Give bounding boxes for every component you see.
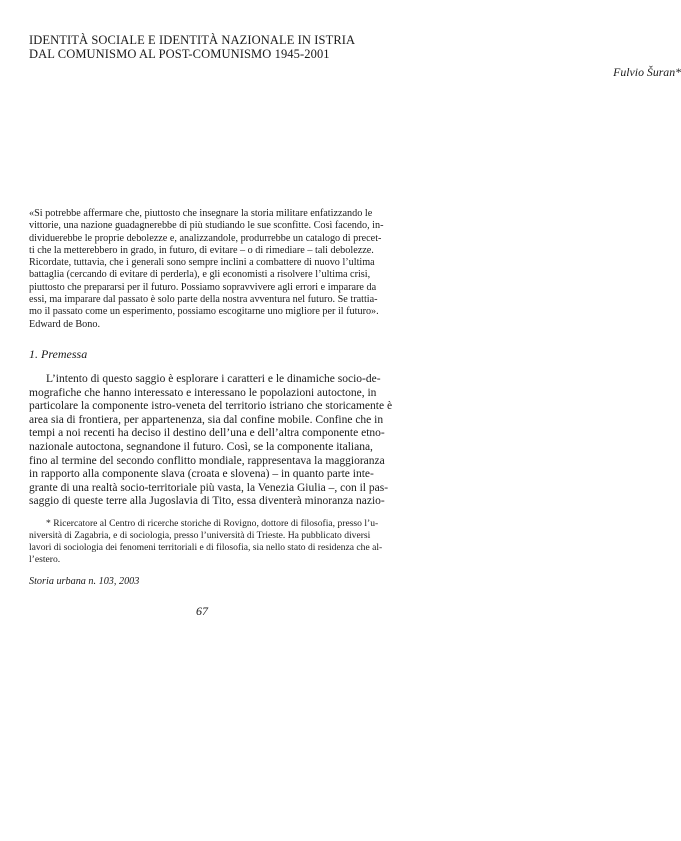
footnote-line (29, 518, 381, 530)
epigraph-line: mo il passato come un esperimento, possiamo escogitarne uno migliore per il futuro». (29, 306, 379, 318)
epigraph-quote (29, 208, 384, 331)
author-name: Fulvio Šuran* (613, 65, 681, 79)
footnote-line-text: * Ricercatore al Centro di ricerche storiche di Rovigno, dottore di filosofia, presso l’u- (46, 518, 379, 529)
body-line: particolare la componente istro-veneta del territorio istriano che storicamente è (29, 400, 393, 413)
body-line: grante di una realtà socio-territoriale più vasta, la Venezia Giulia –, con il pas- (29, 481, 389, 494)
journal-citation: Storia urbana n. 103, 2003 (29, 576, 140, 587)
body-line: fino al termine del secondo conflitto mondiale, rappresentava la maggioranza (29, 454, 385, 467)
section-heading: 1. Premessa (29, 347, 88, 361)
body-line: saggio di queste terre alla Jugoslavia di Tito, essa diventerà minoranza nazio- (29, 495, 385, 508)
article-title (29, 33, 429, 61)
article-title-line: IDENTITÀ SOCIALE E IDENTITÀ NAZIONALE IN ISTRIA (29, 33, 356, 47)
footnote (29, 518, 381, 566)
body-line-text: L’intento di questo saggio è esplorare i caratteri e le dinamiche socio-de- (46, 373, 381, 385)
page-number: 67 (196, 604, 208, 618)
footnote-line: l’estero. (29, 554, 61, 565)
body-line: area sia di frontiera, per appartenenza, sia dal confine mobile. Confine che in (29, 413, 384, 426)
epigraph-line: Ricordate, tuttavia, che i generali sono sempre inclini a combattere di nuovo l’ultima (29, 257, 375, 269)
body-paragraph (29, 373, 393, 509)
body-line: mografiche che hanno interessato e interessano le popolazioni autoctone, in (29, 386, 377, 399)
epigraph-line: dividuerebbe le proprie debolezze e, analizzandole, produrrebbe un catalogo di precet- (29, 232, 382, 244)
epigraph-line: essi, ma imparare dal passato è solo parte della nostra avventura nel futuro. Se trattia- (29, 294, 378, 306)
epigraph-line: piuttosto che prepararsi per il futuro. Possiamo sopravvivere agli errori e imparare da (29, 281, 377, 293)
article-title-line: DAL COMUNISMO AL POST-COMUNISMO 1945-2001 (29, 47, 330, 61)
epigraph-line: vittorie, una nazione guadagnerebbe di più studiando le sue sconfitte. Così facendo, in- (29, 220, 384, 232)
epigraph-line: ti che la metterebbero in grado, in futuro, di evitare – o di rimediare – tali debolezze. (29, 244, 374, 256)
body-line: in rapporto alla componente slava (croata e slovena) – in quanto parte inte- (29, 468, 374, 481)
body-line: nazionale autoctona, segnandone il futuro. Così, se la componente italiana, (29, 440, 373, 453)
epigraph-line: «Si potrebbe affermare che, piuttosto che insegnare la storia militare enfatizzando le (29, 208, 373, 219)
footnote-line: lavori di sociologia dei fenomeni territoriali e di filosofia, sia nello stato di residenza che al- (29, 542, 383, 553)
epigraph-attribution: Edward de Bono. (29, 318, 101, 330)
body-line: tempi a noi recenti ha deciso il destino dell’una e dell’altra componente etno- (29, 427, 385, 440)
epigraph-line: battaglia (cercando di evitare di perderla), e gli economisti a risolvere l’ultima crisi, (29, 269, 371, 281)
body-line (29, 373, 381, 387)
footnote-line: niversità di Zagabria, e di sociologia, presso l’università di Trieste. Ha pubblicato diversi (29, 530, 371, 541)
